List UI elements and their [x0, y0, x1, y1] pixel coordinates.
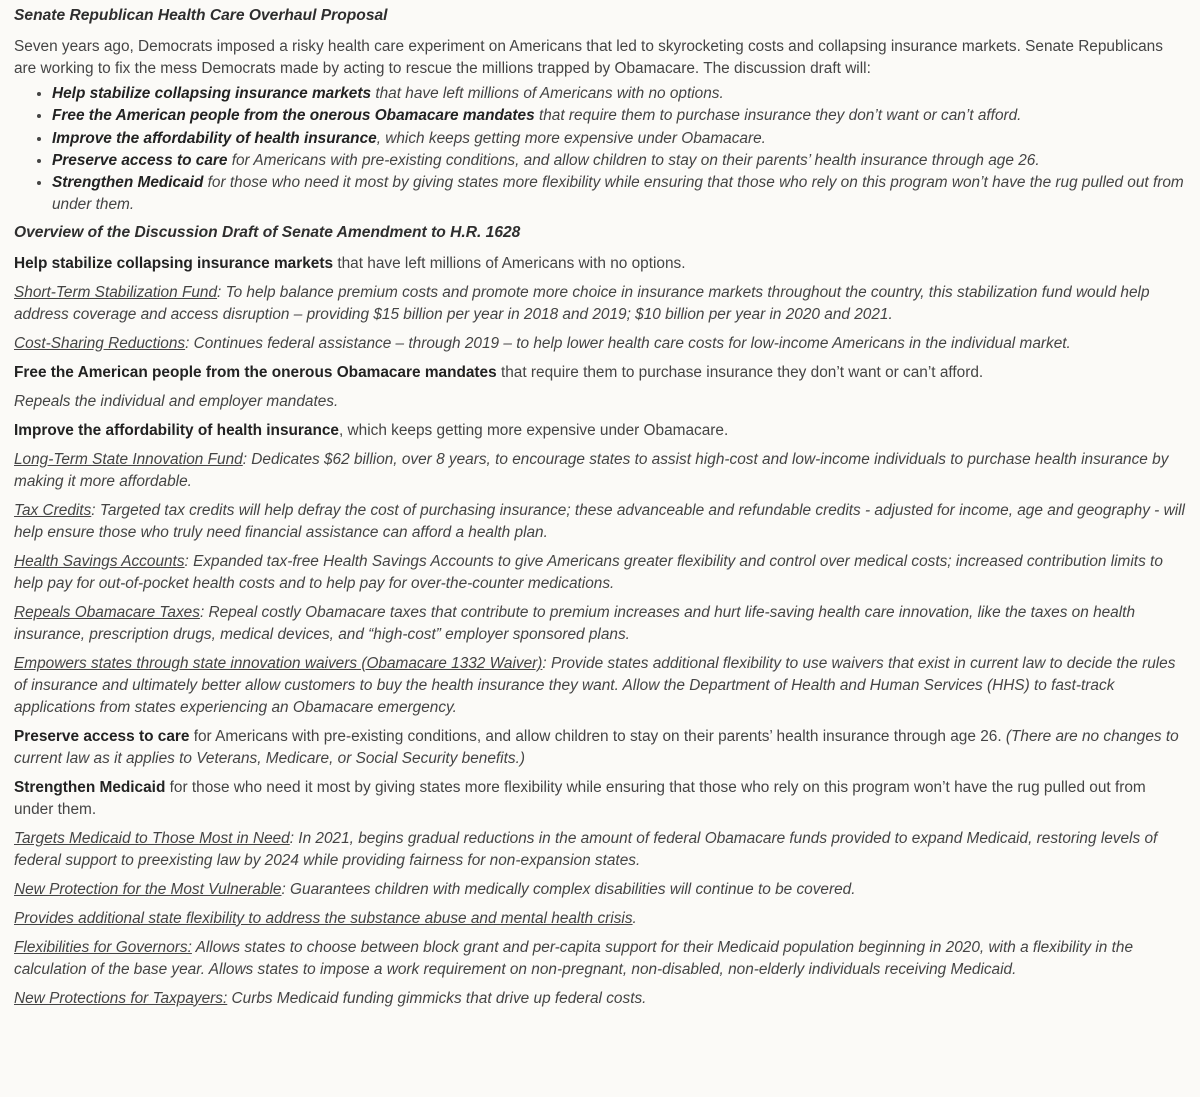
- item-short-term-fund: [14, 282, 1188, 326]
- item-new-protection: [14, 879, 1188, 901]
- section-text: , which keeps getting more expensive under Obamacare.: [338, 421, 729, 439]
- section-note: (There are no changes to current law as it applies to Veterans, Medicare, or Social Security benefits.): [14, 727, 1179, 767]
- section-header-affordability: [14, 420, 1188, 442]
- goal-text: , which keeps getting more expensive under Obamacare.: [376, 129, 766, 147]
- item-text: : Provide states additional flexibility to use waivers that exist in current law to decide the rules of insurance and ultimately better allow customers to buy the health insurance they want. Allow the Department of Health and Human Services (HHS) to fast-track applications from states experiencing an Obamacare emergency.: [14, 654, 1176, 716]
- item-text: .: [632, 909, 637, 927]
- item-label: Targets Medicaid to Those Most in Need: [14, 829, 290, 847]
- list-item: [52, 150, 1188, 172]
- section-bold: Strengthen Medicaid: [14, 778, 166, 796]
- goal-bold: Preserve access to care: [52, 151, 228, 169]
- item-text: : Repeal costly Obamacare taxes that contribute to premium increases and hurt life-saving health care innovation, like the taxes on health insurance, prescription drugs, medical devices, and “high-cost” employer sponsored plans.: [14, 603, 1136, 643]
- list-item: [52, 128, 1188, 150]
- goal-text: that have left millions of Americans with no options.: [371, 85, 724, 102]
- section-text: that require them to purchase insurance they don’t want or can’t afford.: [496, 363, 984, 381]
- intro-paragraph: Seven years ago, Democrats imposed a risky health care experiment on Americans that led to skyrocketing costs and collapsing insurance markets. Senate Republicans are working to fix the mess Democrats made by acting to rescue the millions trapped by Obamacare. The discussion draft will:: [14, 38, 1163, 77]
- goal-bold: Free the American people from the onerous Obamacare mandates: [52, 107, 535, 125]
- item-text: : In 2021, begins gradual reductions in the amount of federal Obamacare funds provided to expand Medicaid, restoring levels of federal support to preexisting law by 2024 while providing fairness for non-expansion states.: [14, 829, 1158, 869]
- item-label: Repeals Obamacare Taxes: [14, 603, 200, 621]
- section-bold: Help stabilize collapsing insurance markets: [14, 254, 334, 272]
- item-targets-medicaid: [14, 828, 1188, 872]
- list-item: [52, 105, 1188, 127]
- item-governors: [14, 937, 1188, 981]
- item-text: Curbs Medicaid funding gimmicks that drive up federal costs.: [227, 989, 647, 1007]
- section-header-access: [14, 726, 1188, 770]
- item-state-flexibility: [14, 908, 1188, 930]
- document-title: Senate Republican Health Care Overhaul Proposal: [14, 7, 388, 24]
- section-bold: Preserve access to care: [14, 727, 190, 745]
- goal-text: for Americans with pre-existing conditions, and allow children to stay on their parents’ health insurance through age 26.: [227, 151, 1040, 169]
- item-label: New Protections for Taxpayers:: [14, 989, 228, 1007]
- item-long-term-fund: [14, 449, 1188, 493]
- goal-text: that require them to purchase insurance they don’t want or can’t afford.: [534, 107, 1022, 125]
- goal-bold: Strengthen Medicaid: [52, 174, 204, 192]
- goal-text: for those who need it most by giving states more flexibility while ensuring that those who rely on this program won’t have the rug pulled out from under them.: [52, 174, 1184, 214]
- item-label: Short-Term Stabilization Fund: [14, 283, 218, 301]
- goal-bold: Help stabilize collapsing insurance markets: [52, 85, 372, 102]
- goal-bold: Improve the affordability of health insurance: [52, 129, 377, 147]
- section-text: for Americans with pre-existing conditions, and allow children to stay on their parents’ health insurance through age 26.: [189, 727, 1006, 745]
- item-label: Cost-Sharing Reductions: [14, 334, 186, 352]
- item-label: Health Savings Accounts: [14, 552, 185, 570]
- goals-list: [14, 83, 1188, 217]
- item-cost-sharing: [14, 333, 1188, 355]
- item-repeals-mandates: Repeals the individual and employer mandates.: [14, 392, 339, 410]
- item-label: Flexibilities for Governors:: [14, 938, 192, 956]
- section-bold: Free the American people from the onerous Obamacare mandates: [14, 363, 497, 381]
- item-text: : Expanded tax-free Health Savings Accounts to give Americans greater flexibility and control over medical costs; increased contribution limits to help pay for out-of-pocket health costs and to help pay for over-the-counter medications.: [14, 552, 1163, 592]
- item-label: Long-Term State Innovation Fund: [14, 450, 243, 468]
- section-header-mandates: [14, 362, 1188, 384]
- item-label: Provides additional state flexibility to address the substance abuse and mental health crisis: [14, 909, 633, 927]
- item-text: Allows states to choose between block grant and per-capita support for their Medicaid population beginning in 2020, with a flexibility in the calculation of the base year. Allows states to impose a work requirement on non-pregnant, non-disabled, non-elderly individuals receiving Medicaid.: [14, 938, 1134, 978]
- section-header-medicaid: [14, 777, 1188, 821]
- item-label: New Protection for the Most Vulnerable: [14, 880, 282, 898]
- item-text: : Guarantees children with medically complex disabilities will continue to be covered.: [281, 880, 856, 898]
- item-text: : Dedicates $62 billion, over 8 years, to encourage states to assist high-cost and low-income individuals to purchase health insurance by making it more affordable.: [14, 450, 1169, 490]
- section-header-markets: [14, 253, 1188, 275]
- item-label: Tax Credits: [14, 501, 92, 519]
- item-tax-credits: [14, 500, 1188, 544]
- item-taxpayers: [14, 988, 1188, 1010]
- section-text: that have left millions of Americans with no options.: [333, 254, 686, 272]
- list-item: [52, 172, 1188, 217]
- item-text: : Targeted tax credits will help defray the cost of purchasing insurance; these advanceable and refundable credits - adjusted for income, age and geography - will help ensure those who truly need financial assistance can afford a health plan.: [14, 501, 1185, 541]
- item-text: : To help balance premium costs and promote more choice in insurance markets throughout the country, this stabilization fund would help address coverage and access disruption – providing $15 billion per year in 2018 and 2019; $10 billion per year in 2020 and 2021.: [14, 283, 1150, 323]
- item-label: Empowers states through state innovation waivers (Obamacare 1332 Waiver): [14, 654, 543, 672]
- item-text: : Continues federal assistance – through 2019 – to help lower health care costs for low-income Americans in the individual market.: [185, 334, 1071, 352]
- item-waivers: [14, 653, 1188, 719]
- item-repeals-taxes: [14, 602, 1188, 646]
- overview-title: Overview of the Discussion Draft of Senate Amendment to H.R. 1628: [14, 223, 521, 241]
- section-text: for those who need it most by giving states more flexibility while ensuring that those who rely on this program won’t have the rug pulled out from under them.: [14, 778, 1146, 818]
- section-bold: Improve the affordability of health insurance: [14, 421, 339, 439]
- item-hsa: [14, 551, 1188, 595]
- list-item: [52, 83, 1188, 105]
